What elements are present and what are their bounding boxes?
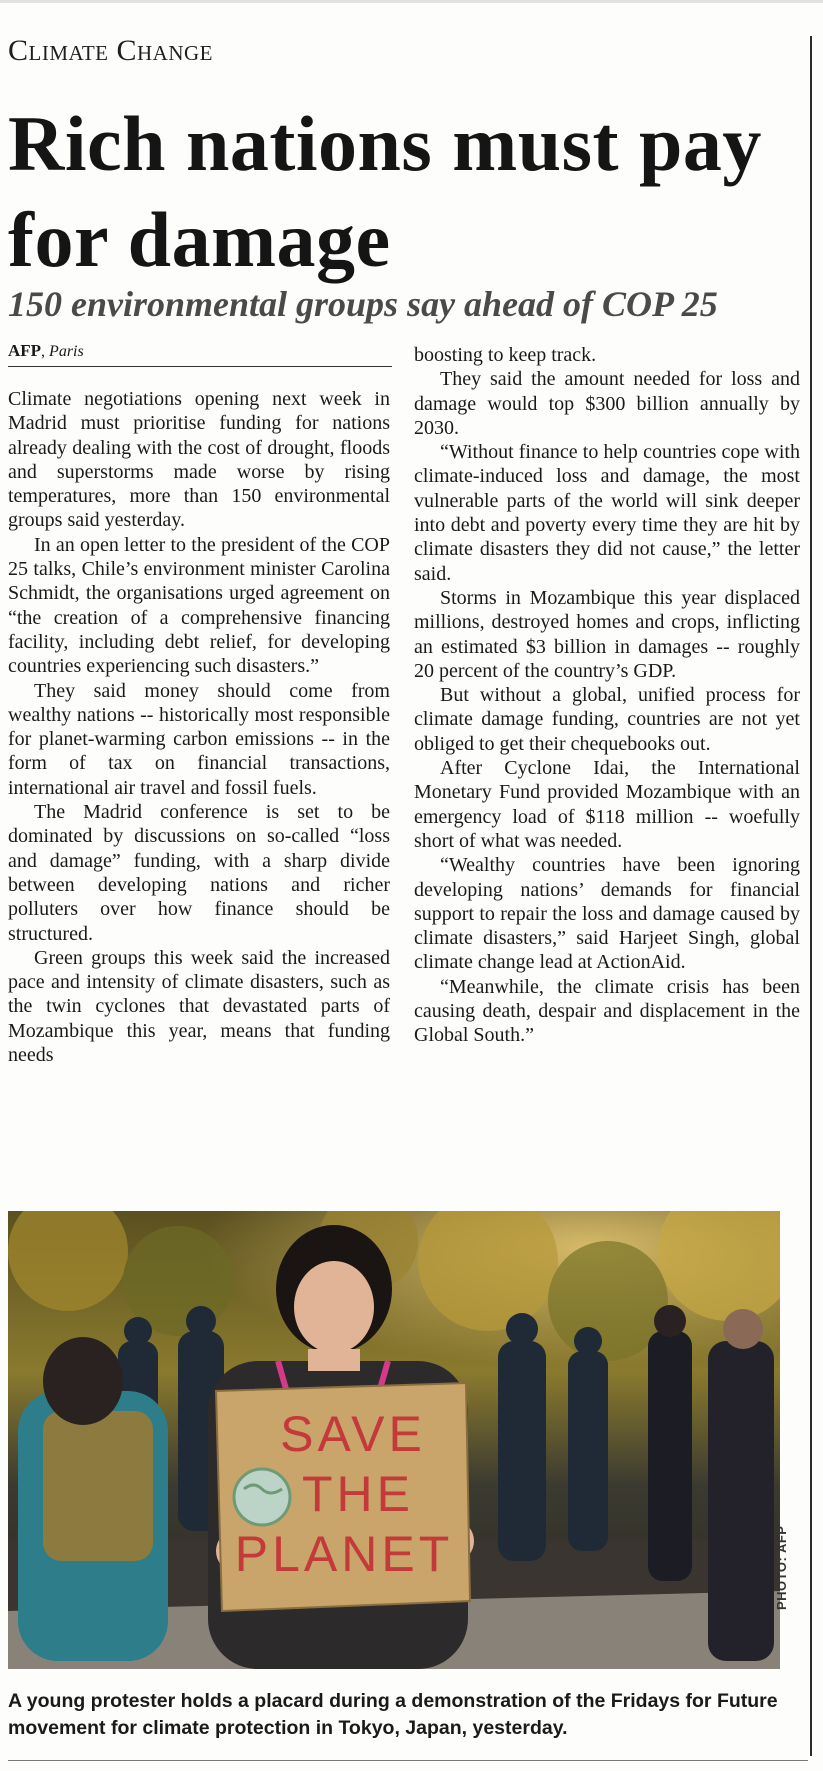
paragraph: Storms in Mozambique this year displaced millions, destroyed homes and crops, inflicting an estimated $3 billion in damages -- roughly 20 percent of the country’s GDP. — [414, 586, 800, 682]
placard-text-line-2: THE — [302, 1466, 414, 1522]
paragraph: They said money should come from wealthy nations -- historically most responsible for planet-warming carbon emissions -- in the form of tax on financial transactions, international air travel and fossil fuels. — [8, 679, 390, 799]
article-column-right — [414, 343, 800, 1048]
photo-caption: A young protester holds a placard during a demonstration of the Fridays for Future movement for climate protection in Tokyo, Japan, yesterday. — [8, 1690, 778, 1739]
paragraph: “Meanwhile, the climate crisis has been causing death, despair and displacement in the Global South.” — [414, 975, 800, 1047]
paragraph: boosting to keep track. — [414, 344, 597, 366]
article-column-left — [8, 387, 390, 1067]
paragraph: “Wealthy countries have been ignoring developing nations’ demands for financial support to repair the loss and damage caused by climate disasters,” said Harjeet Singh, global climate change lead at ActionAid. — [414, 854, 800, 974]
byline-agency: AFP — [8, 341, 42, 360]
placard — [216, 1383, 470, 1611]
headline: Rich nations must pay for damage — [8, 100, 762, 283]
news-photo — [8, 1211, 780, 1669]
paragraph: Climate negotiations opening next week in Madrid must prioritise funding for nations already dealing with the cost of drought, floods and superstorms made worse by rising temperatures, more than 150 environmental groups said yesterday. — [8, 388, 390, 532]
bottom-rule — [8, 1760, 808, 1761]
placard-text-line-1: SAVE — [280, 1406, 426, 1462]
paragraph: They said the amount needed for loss and damage would top $300 billion annually by 2030. — [414, 368, 800, 439]
paragraph: “Without finance to help countries cope with climate-induced loss and damage, the most vulnerable parts of the world will sink deeper into debt and poverty every time they are hit by climate disasters they did not cause,” the letter said. — [414, 441, 800, 585]
section-label: Climate Change — [8, 34, 213, 67]
subheadline: 150 environmental groups say ahead of COP 25 — [8, 284, 718, 324]
paragraph: Green groups this week said the increased pace and intensity of climate disasters, such as the twin cyclones that devastated parts of Mozambique this year, means that funding needs — [8, 946, 390, 1067]
placard-text-line-3: PLANET — [234, 1526, 454, 1582]
paragraph: After Cyclone Idai, the International Monetary Fund provided Mozambique with an emergency load of $118 million -- woefully short of what was needed. — [414, 757, 800, 852]
column-rule — [810, 36, 812, 1756]
top-strip — [0, 0, 823, 3]
protest-scene-illustration — [8, 1211, 780, 1669]
byline-location: Paris — [49, 343, 84, 360]
paragraph: The Madrid conference is set to be dominated by discussions on so-called “loss and damage” funding, with a sharp divide between developing nations and richer polluters over how finance should be structured. — [8, 801, 390, 945]
photo-credit: PHOTO: AFP — [774, 1525, 789, 1610]
paragraph: In an open letter to the president of the COP 25 talks, Chile’s environment minister Carolina Schmidt, the organisations urged agreement on “the creation of a comprehensive financing facility, including debt relief, for developing countries experiencing such disasters.” — [8, 533, 390, 678]
byline: AFP, Paris — [8, 341, 392, 367]
paragraph: But without a global, unified process for climate damage funding, countries are not yet obliged to get their chequebooks out. — [414, 684, 800, 755]
